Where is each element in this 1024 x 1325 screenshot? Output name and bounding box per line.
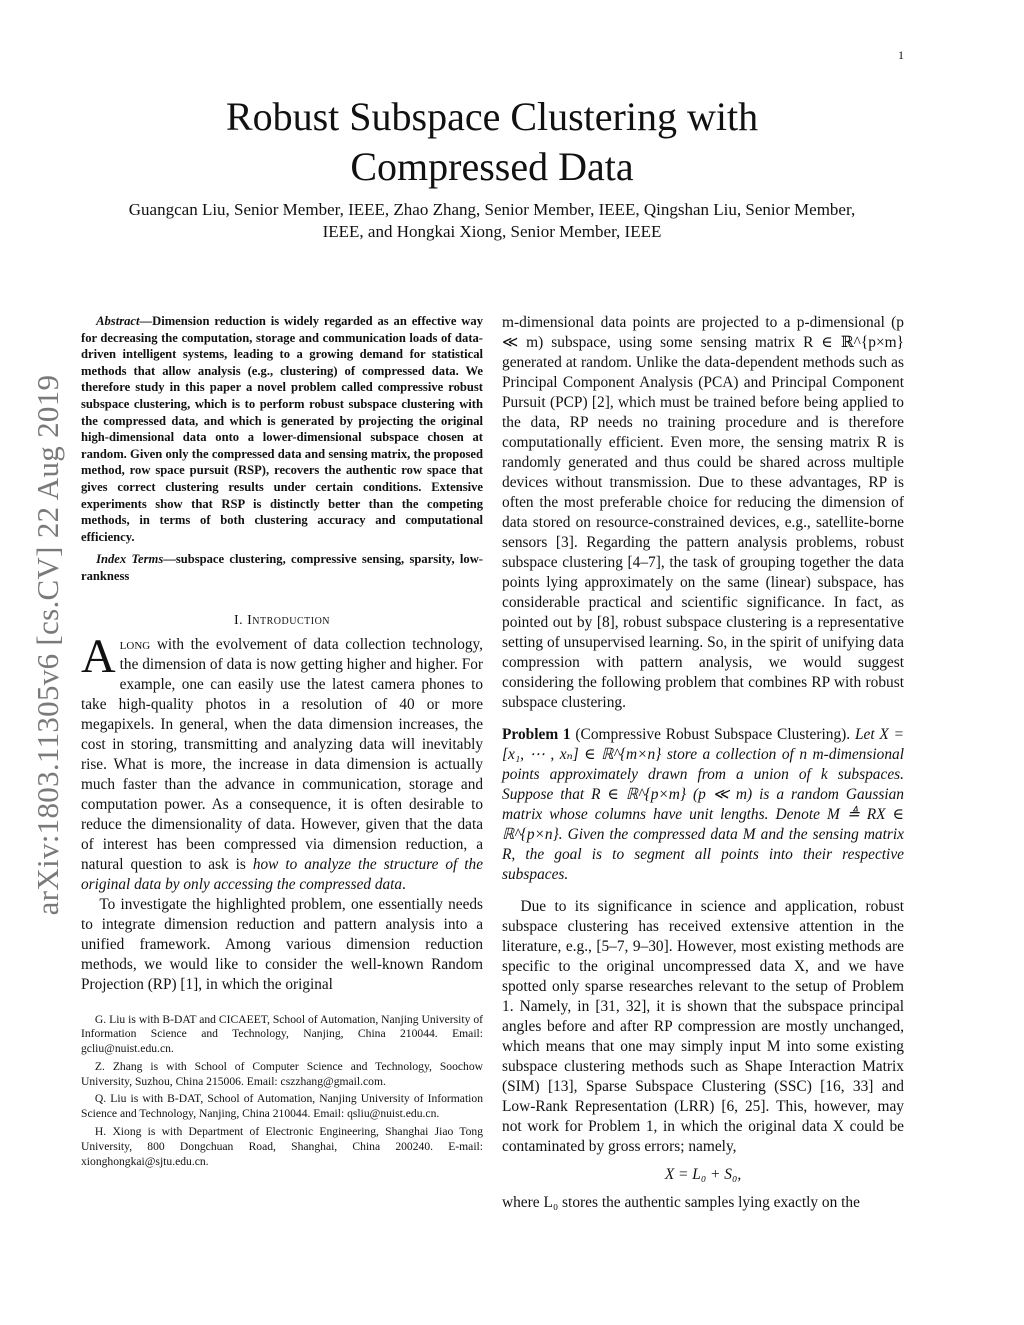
page-number: 1 [898,48,904,62]
footnote-4: H. Xiong is with Department of Electronic Engineering, Shanghai Jiao Tong University, 800 Dongchuan Road, Shanghai, China 200240. E-mail: xionghongkai@sjtu.edu.cn. [81,1125,483,1168]
title-line-1: Robust Subspace Clustering with [225,94,759,139]
abstract-text: —Dimension reduction is widely regarded as an effective way for decreasing the computation, storage and communication loads of data-driven intelligent systems, leading to a growing demand for statistical methods that allow analysis (e.g., clustering) of compressed data. We therefore study in this paper a novel problem called compressive robust subspace clustering, which is to perform robust subspace clustering with the compressed data, and which is generated by projecting the original high-dimensional data onto a lower-dimensional subspace chosen at random. Given only the compressed data and sensing matrix, the proposed method, row space pursuit (RSP), recovers the authentic row space that gives correct clustering results under certain conditions. Extensive experiments show that RSP is distinctly better than the competing methods, in terms of both clustering accuracy and computational efficiency. [81,314,483,544]
footnote-2: Z. Zhang is with School of Computer Science and Technology, Soochow University, Suzhou, China 215006. Email: cszzhang@gmail.com. [81,1059,483,1088]
intro-cap-rest: long [119,635,151,653]
section-heading [81,611,483,631]
problem-statement: Let X = [x₁, ⋯ , xₙ] ∈ ℝ^{m×n} store a collection of n m-dimensional points approximately drawn from a union of k subspaces. Suppose that R ∈ ℝ^{p×m} (p ≪ m) is a random Gaussian matrix whose columns have unit lengths. Denote M ≜ RX ∈ ℝ^{p×n}. Given the compressed data M and the sensing matrix R, the goal is to segment all points into their respective subspaces. [502,726,904,883]
abstract [81,313,483,545]
right-paragraph-1: m-dimensional data points are projected to a p-dimensional (p ≪ m) subspace, using some sensing matrix R ∈ ℝ^{p×m} generated at random. Unlike the data-dependent methods such as Principal Component Analysis (PCA) and Principal Component Pursuit (PCP) [2], which must be trained before being applied to the data, RP needs no training procedure and is therefore computationally efficient. Even more, the sensing matrix R is randomly generated and thus could be shared across multiple devices without transmission. Due to these advantages, RP is often the most preferable choice for reducing the dimension of data stored on resource-constrained devices, e.g., satellite-borne sensors [3]. Regarding the pattern analysis problems, robust subspace clustering [4–7], the task of grouping together the data points lying approximately on the same (linear) subspace, has considerable practical and scientific significance. In fact, as pointed out by [8], robust subspace clustering is a representative setting of unsupervised learning. So, in the spirit of unifying data compression with pattern analysis, we would suggest considering the following problem that combines RP with robust subspace clustering. [502,314,904,711]
author-list: Guangcan Liu, Senior Member, IEEE, Zhao Zhang, Senior Member, IEEE, Qingshan Liu, Senior Member, IEEE, and Hongkai Xiong, Senior Member, IEEE [128,200,856,241]
problem-block [502,725,904,885]
intro-paragraph-2: To investigate the highlighted problem, one essentially needs to integrate dimension reduction and pattern analysis into a unified framework. Among various dimension reduction methods, we would like to consider the well-known Random Projection (RP) [1], in which the original [81,895,483,993]
intro-paragraph-1 [81,629,483,895]
intro-end: . [402,875,406,893]
footnote-3: Q. Liu is with B-DAT, School of Automation, Nanjing University of Information Science and Technology, Nanjing, China 210044. Email: qsliu@nuist.edu.cn. [81,1092,483,1121]
footnote-1: G. Liu is with B-DAT and CICAEET, School of Automation, Nanjing University of Information Science and Technology, Nanjing, China 210044. Email: gcliu@nuist.edu.cn. [81,1012,483,1056]
right-paragraph-2: Due to its significance in science and application, robust subspace clustering has received extensive attention in the literature, e.g., [5–7, 9–30]. However, most existing methods are specific to the original uncompressed data X, and we have spotted only sparse researches relevant to the setup of Problem 1. Namely, in [31, 32], it is shown that the subspace principal angles before and after RP compression are mostly unchanged, which means that one may simply input M into some existing subspace clustering methods such as Shape Interaction Matrix (SIM) [13], Sparse Subspace Clustering (SSC) [16, 33] and Low-Rank Representation (LRR) [6, 25]. This, however, may not work for Problem 1, in which the original data X could be contaminated by gross errors; namely, [502,898,904,1155]
title-line-2: Compressed Data [350,144,634,189]
footnotes [81,1013,483,1170]
left-column [81,313,483,1172]
equation: X = L₀ + S₀, [664,1166,742,1183]
problem-title: (Compressive Robust Subspace Clustering). [570,726,855,743]
section-number: I. [233,612,244,628]
section-title: Introduction [247,612,331,628]
index-terms-label: Index Terms [96,552,164,567]
arxiv-id: arXiv:1803.11305v6 [cs.CV] 22 Aug 2019 [30,374,65,916]
intro-emphasis: how to analyze the structure of the original data by only accessing the compressed data [81,855,483,893]
right-column [502,313,904,1213]
index-terms [81,551,483,584]
paper-title [0,92,984,192]
arxiv-stamp [28,345,68,945]
index-terms-text: —subspace clustering, compressive sensing, sparsity, low-rankness [81,552,483,583]
abstract-label: Abstract [96,314,140,328]
problem-label: Problem 1 [502,726,571,743]
drop-cap: A [81,629,116,683]
right-paragraph-3: where L₀ stores the authentic samples lying exactly on the [502,1194,860,1211]
intro-text: with the evolvement of data collection technology, the dimension of data is now getting higher and higher. For example, one can easily use the latest camera phones to take high-quality photos in a resolution of 40 or more megapixels. In general, when the data dimension increases, the cost in storing, transmitting and analyzing data will inevitably rise. What is more, the increase in data dimension is actually much faster than the advance in communication, storage and computation power. As a consequence, it is often desirable to reduce the dimensionality of data. However, given that the data of interest has been compressed via dimension reduction, a natural question to ask is [81,635,483,873]
